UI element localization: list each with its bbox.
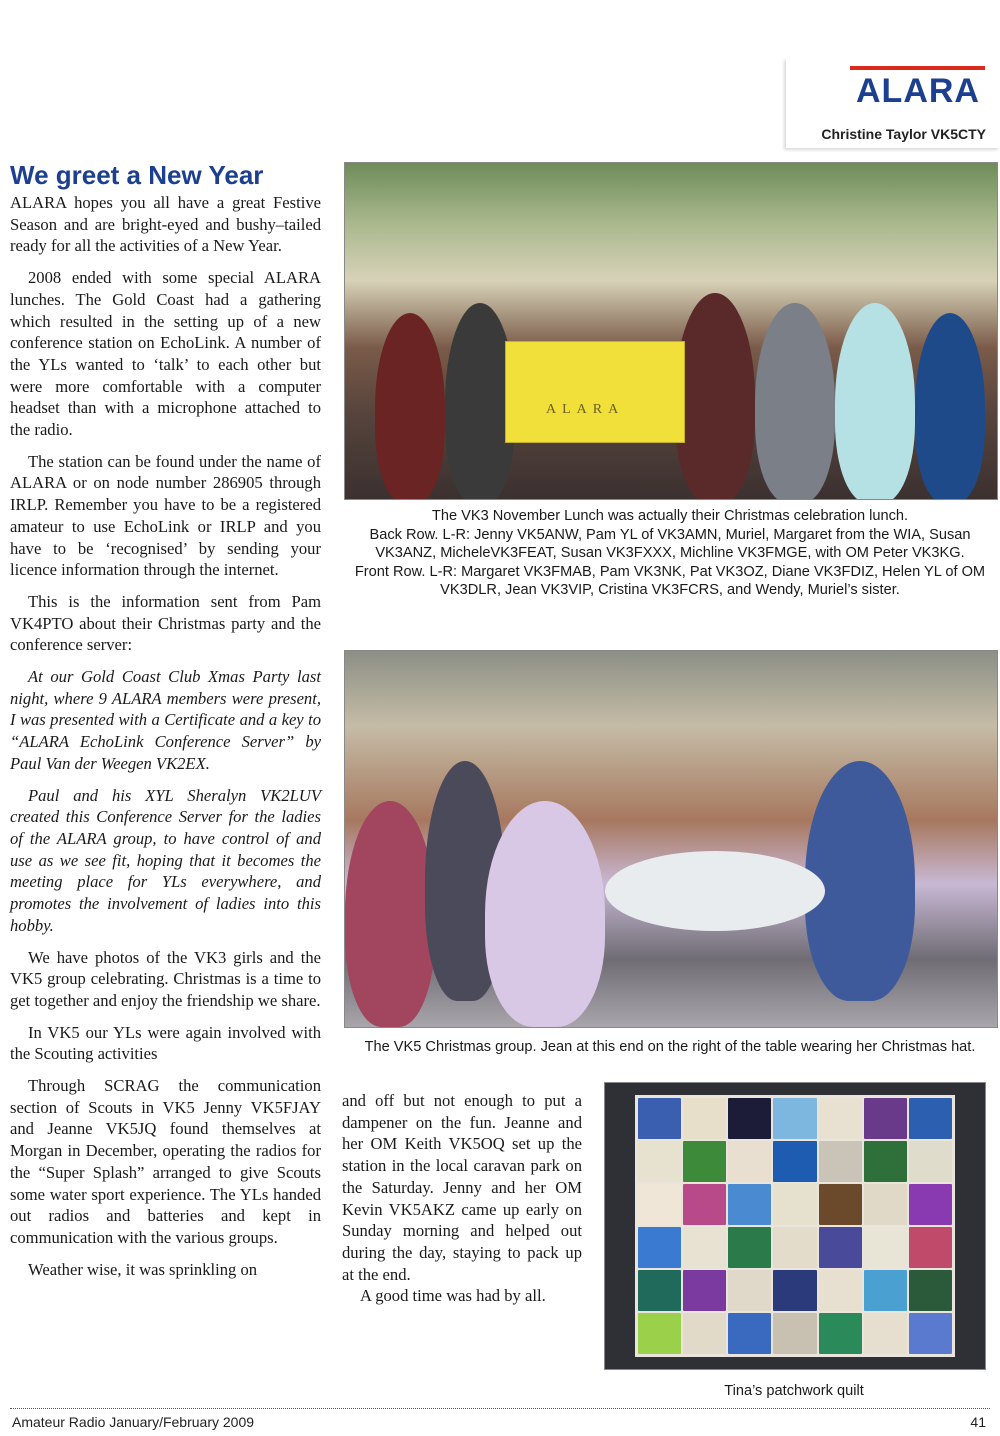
paragraph: 2008 ended with some special ALARA lunches. The Gold Coast had a gathering which resulted in the setting up of a new conference station on EchoLink. A number of the YLs wanted to ‘talk’ to each other but were more comfortable with a computer headset than with a microphone attached to the radio. — [10, 268, 321, 440]
photo-figure — [675, 293, 755, 500]
alara-flag — [505, 341, 685, 443]
paragraph: In VK5 our YLs were again involved with the Scouting activities — [10, 1022, 321, 1064]
quilt-photo-caption: Tina’s patchwork quilt — [724, 1383, 864, 1399]
flag-text: ALARA — [546, 402, 625, 417]
paragraph: We have photos of the VK3 girls and the VK5 group celebrating. Christmas is a time to get together and enjoy the friendship we share. — [10, 947, 321, 1010]
footer-publication: Amateur Radio January/February 2009 — [12, 1414, 255, 1430]
middle-column — [342, 1090, 582, 1307]
paragraph: A good time was had by all. — [360, 1286, 546, 1306]
column-author: Christine Taylor VK5CTY — [821, 126, 986, 142]
vk3-lunch-photo — [344, 162, 998, 500]
vk5-group-photo — [344, 650, 998, 1028]
vk5-photo-caption: The VK5 Christmas group. Jean at this end on the right of the table wearing her Christmas hat. — [364, 1039, 976, 1055]
header-accent-rule — [850, 66, 985, 70]
paragraph: Through SCRAG the communication section of Scouts in VK5 Jenny VK5FJAY and Jeanne VK5JQ found themselves at Morgan in December, operating the radios for the “Super Splash” arranged to give Scouts some water sport experience. The YLs handed out radios and batteries and kept in communication with the various groups. — [10, 1076, 321, 1247]
paragraph: This is the information sent from Pam VK4PTO about their Christmas party and the conference server: — [10, 591, 321, 655]
paragraph: The station can be found under the name of ALARA or on node number 286905 through IRLP. Remember you have to be a registered amateur to use EchoLink or IRLP and you have to be ‘recognised’ by sending your licence information through the internet. — [10, 451, 321, 580]
dining-table — [605, 851, 825, 931]
caption-line: The VK3 November Lunch was actually their Christmas celebration lunch. — [431, 508, 909, 524]
paragraph: Weather wise, it was sprinkling on — [28, 1259, 258, 1279]
vk3-photo-caption — [344, 507, 996, 600]
footer-divider — [10, 1408, 990, 1410]
photo-figure — [345, 801, 435, 1027]
article-title: We greet a New Year — [10, 160, 264, 190]
photo-figure — [485, 801, 605, 1027]
paragraph: ALARA hopes you all have a great Festive Season and are bright-eyed and bushy–tailed ready for all the activities of a New Year. — [10, 193, 321, 256]
quoted-paragraph: Paul and his XYL Sheralyn VK2LUV created this Conference Server for the ladies of the ALARA group, to have control of and use as we see fit, hoping that it becomes the meeting place for YLs everywhere, and promotes the involvement of ladies into this hobby. — [10, 785, 321, 935]
photo-figure — [375, 313, 445, 500]
photo-figure — [835, 303, 915, 500]
quoted-paragraph: At our Gold Coast Club Xmas Party last night, where 9 ALARA members were present, I was presented with a Certificate and a key to “ALARA EchoLink Conference Server” by Paul Van der Weegen VK2EX. — [10, 667, 321, 773]
caption-line: Front Row. L-R: Margaret VK3FMAB, Pam VK3NK, Pat VK3OZ, Diane VK3FDIZ, Helen YL of OM VK3DLR, Jean VK3VIP, Cristina VK3FCRS, and Wendy, Muriel’s sister. — [354, 563, 986, 599]
caption-line: Back Row. L-R: Jenny VK5ANW, Pam YL of VK3AMN, Muriel, Margaret from the WIA, Susan VK3ANZ, MicheleVK3FEAT, Susan VK3FXXX, Michline VK3FMGE, with OM Peter VK3KG. — [369, 526, 971, 562]
quilt-grid — [635, 1095, 955, 1357]
photo-figure — [915, 313, 985, 500]
page-number: 41 — [970, 1414, 986, 1430]
paragraph: and off but not enough to put a dampener on the fun. Jeanne and her OM Keith VK5OQ set up the station in the local caravan park on the Saturday. Jenny and her OM Kevin VK5AKZ came up early on Sunday morning and helped out during the day, staying to pack up at the end. — [342, 1091, 582, 1284]
column-brand: ALARA — [856, 72, 980, 110]
photo-figure — [755, 303, 835, 500]
patchwork-quilt-photo — [604, 1082, 986, 1370]
left-column — [10, 192, 321, 1290]
